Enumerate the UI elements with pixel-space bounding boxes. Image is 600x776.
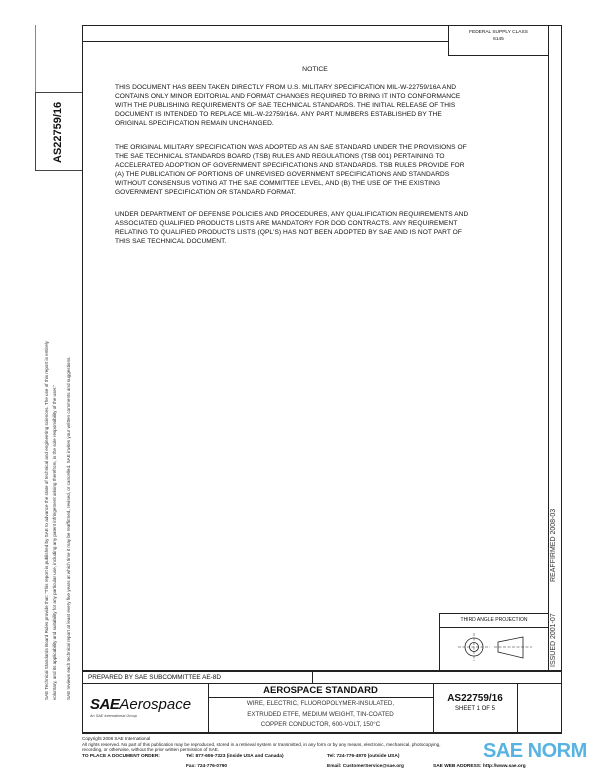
projection-box bbox=[439, 613, 549, 671]
standard-type: AEROSPACE STANDARD bbox=[263, 685, 378, 696]
text-line: GOVERNMENT SPECIFICATION OR STANDARD FORMAT. bbox=[115, 189, 296, 196]
logo-sub: An SAE International Group bbox=[90, 714, 137, 718]
notice-paragraph-1 bbox=[115, 83, 460, 128]
issued-date: ISSUED 2001-07 bbox=[550, 613, 557, 667]
text-line: CONTAINS ONLY MINOR EDITORIAL AND FORMAT CHANGES REQUIRED TO BRING IT INTO CONFORMANCE bbox=[115, 93, 461, 100]
disclaimer-line: SAE Technical Standards Board Rules provide that: "This report is published by SAE to advance the state of technical and engineering sciences. The use of this report is entirely bbox=[44, 341, 49, 700]
disclaimer-line: voluntary, and its applicability and suitability for any particular use, including any patent infringement arising therefrom, is the sole responsibility of the user." bbox=[52, 384, 57, 700]
text-line: THIS DOCUMENT HAS BEEN TAKEN DIRECTLY FROM U.S. MILITARY SPECIFICATION MIL-W-22759/16A AND bbox=[115, 84, 457, 91]
text-line: COPPER CONDUCTOR, 600-VOLT, 150°C bbox=[260, 721, 381, 728]
text-line: ORIGINAL SPECIFICATION REMAIN UNCHANGED. bbox=[115, 120, 274, 127]
projection-label: THIRD ANGLE PROJECTION bbox=[440, 614, 548, 628]
text-line: ACCELERATED ADOPTION OF GOVERNMENT SPECIFICATIONS AND STANDARDS. TSB RULES PROVIDE FOR bbox=[115, 162, 465, 169]
divider bbox=[208, 697, 433, 698]
text-line: (A) THE PUBLICATION OF PORTIONS OF UNREVISED GOVERNMENT SPECIFICATIONS AND STANDARDS bbox=[115, 171, 450, 178]
logo-main: SAE bbox=[90, 696, 120, 713]
side-doc-number-box bbox=[35, 92, 82, 171]
frame-inner-right bbox=[548, 25, 549, 671]
text-line: WITH THE PUBLISHING REQUIREMENTS OF SAE TECHNICAL STANDARDS. THE INITIAL RELEASE OF THIS bbox=[115, 102, 456, 109]
footer bbox=[82, 736, 440, 753]
supply-class-value: 6145 bbox=[493, 37, 504, 42]
text-line: ASSOCIATED QUALIFIED PRODUCTS LISTS ARE MANDATORY FOR DOD CONTRACTS. ANY REQUIREMENT bbox=[115, 220, 458, 227]
phone-intl: Tel: 724-776-4970 (outside USA) bbox=[327, 754, 400, 759]
side-rule bbox=[35, 25, 36, 92]
rights-line: recording, or otherwise, without the prior written permission of SAE. bbox=[82, 747, 220, 753]
text-line: WIRE, ELECTRIC, FLUOROPOLYMER-INSULATED, bbox=[246, 700, 395, 707]
supply-class-label: FEDERAL SUPPLY CLASS bbox=[469, 30, 528, 35]
rights-line: All rights reserved. No part of this publication may be reproduced, stored in a retrieval system or transmitted, in any form or by any means, electronic, mechanical, photocopying, bbox=[82, 741, 441, 747]
sheet-number: SHEET 1 OF 5 bbox=[455, 706, 495, 712]
notice-paragraph-3 bbox=[115, 210, 468, 246]
doc-number: AS22759/16 bbox=[447, 693, 503, 704]
divider bbox=[517, 683, 518, 733]
reaffirmed-date: REAFFIRMED 2008-03 bbox=[550, 508, 557, 582]
text-line: DOCUMENT IS INTENDED TO REPLACE MIL-W-22759/16A. ANY PART NUMBERS ESTABLISHED BY THE bbox=[115, 111, 442, 118]
copyright: Copyright 2008 SAE International bbox=[82, 736, 151, 741]
text-line: WITHOUT CONSENSUS VOTING AT THE SAE COMMITTEE LEVEL, AND (B) THE USE OF THE EXISTING bbox=[115, 180, 441, 187]
phone-us: Tel: 877-606-7323 (inside USA and Canada) bbox=[186, 754, 284, 759]
sae-norm-watermark: SAE NORM bbox=[483, 740, 587, 762]
order-label: TO PLACE A DOCUMENT ORDER: bbox=[82, 754, 160, 759]
frame-right bbox=[561, 25, 562, 733]
email-link[interactable]: Email: CustomerService@sae.org bbox=[327, 764, 404, 769]
sae-aerospace-logo bbox=[90, 696, 191, 718]
logo-script: Aerospace bbox=[119, 696, 192, 713]
divider bbox=[312, 671, 313, 683]
prepared-by: PREPARED BY SAE SUBCOMMITTEE AE-8D bbox=[88, 674, 221, 681]
side-doc-number: AS22759/16 bbox=[52, 101, 64, 163]
text-line: UNDER DEPARTMENT OF DEFENSE POLICIES AND PROCEDURES, ANY QUALIFICATION REQUIREMENTS AND bbox=[115, 211, 469, 218]
fax: Fax: 724-776-0790 bbox=[186, 764, 228, 769]
doc-number-cell bbox=[433, 693, 517, 712]
text-line: RELATING TO QUALIFIED PRODUCTS LISTS (QPL'S) HAS NOT BEEN ADOPTED BY SAE AND IS NOT PART OF bbox=[115, 229, 462, 236]
web-link[interactable]: SAE WEB ADDRESS: http://www.sae.org bbox=[433, 764, 526, 769]
disclaimer-line: SAE reviews each technical report at least every five years at which time it may be reaffirmed, revised, or cancelled. SAE invites your written comments and suggestions. bbox=[66, 356, 71, 700]
notice-title: NOTICE bbox=[302, 66, 328, 73]
supply-class-box bbox=[448, 25, 548, 56]
frame-left bbox=[82, 25, 83, 733]
text-line: THE SAE TECHNICAL STANDARDS BOARD (TSB) RULES AND REGULATIONS (TSB 001) PERTAINING TO bbox=[115, 153, 445, 160]
document-description bbox=[208, 699, 433, 731]
header-rule bbox=[82, 41, 448, 42]
notice-paragraph-2 bbox=[115, 143, 467, 197]
text-line: EXTRUDED ETFE, MEDIUM WEIGHT, TIN-COATED bbox=[247, 710, 394, 718]
text-line: THIS SAE TECHNICAL DOCUMENT. bbox=[115, 238, 227, 245]
text-line: THE ORIGINAL MILITARY SPECIFICATION WAS ADOPTED AS AN SAE STANDARD UNDER THE PROVISIONS OF bbox=[115, 144, 467, 151]
projection-symbol-icon bbox=[440, 628, 548, 671]
frame-bottom bbox=[82, 732, 562, 734]
